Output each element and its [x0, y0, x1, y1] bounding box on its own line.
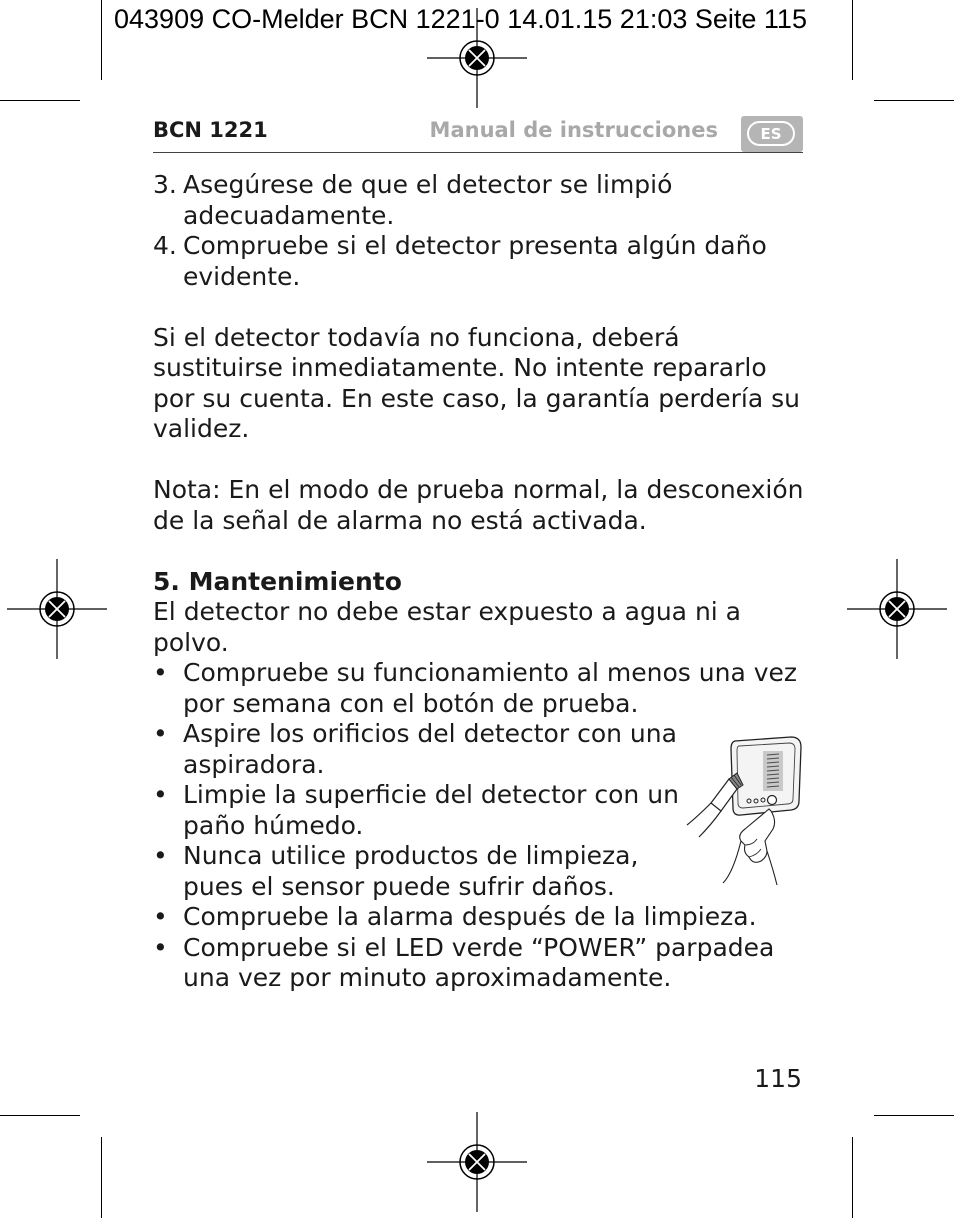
list-item-text: Compruebe su funcionamiento al menos una vez por semana con el botón de prueba.: [183, 658, 798, 718]
print-slug: 043909 CO-Melder BCN 1221-0 14.01.15 21:03 Seite 115: [114, 4, 807, 34]
step-number: 4.: [153, 231, 177, 260]
list-item: [153, 780, 683, 841]
language-badge-label: ES: [747, 121, 795, 146]
language-badge: [741, 116, 803, 152]
page-number: 115: [754, 1064, 802, 1093]
list-item: [153, 658, 813, 719]
crop-mark: [101, 1137, 102, 1218]
list-item-text: Aspire los orificios del detector con una aspiradora.: [183, 719, 677, 779]
crop-mark: [101, 0, 102, 80]
registration-mark-bottom: [427, 1112, 527, 1212]
note-paragraph: Nota: En el modo de prueba normal, la desconexión de la señal de alarma no está activada.: [153, 475, 804, 535]
step-text: Asegúrese de que el detector se limpió adecuadamente.: [183, 170, 673, 230]
bullet-symbol: •: [153, 719, 168, 748]
section-heading: 5. Mantenimiento: [153, 566, 402, 596]
step-item: [153, 170, 813, 231]
step-number: 3.: [153, 170, 177, 199]
crop-mark: [0, 100, 80, 101]
replacement-paragraph: Si el detector todavía no funciona, deberá sustituirse inmediatamente. No intente repararlo por su cuenta. En este caso, la garantía perdería su validez.: [153, 322, 800, 443]
crop-mark: [852, 0, 853, 80]
list-item: [153, 933, 813, 994]
list-item-text: Limpie la superficie del detector con un paño húmedo.: [183, 780, 679, 840]
section-intro: El detector no debe estar expuesto a agua ni a polvo.: [153, 597, 742, 657]
list-item-text: Nunca utilice productos de limpieza, pues el sensor puede sufrir daños.: [183, 841, 639, 901]
step-item: [153, 231, 813, 292]
bullet-symbol: •: [153, 658, 168, 687]
header-model: BCN 1221: [153, 118, 268, 142]
header-divider: [153, 152, 803, 153]
bullet-symbol: •: [153, 841, 168, 870]
crop-mark: [0, 1115, 80, 1116]
crop-mark: [874, 100, 954, 101]
bullet-symbol: •: [153, 902, 168, 931]
list-item: [153, 719, 683, 780]
registration-mark-right: [847, 559, 947, 659]
registration-mark-left: [7, 559, 107, 659]
bullet-symbol: •: [153, 932, 168, 962]
list-item: [153, 841, 683, 902]
crop-mark: [874, 1115, 954, 1116]
list-item-text: Compruebe si el LED verde “POWER” parpadea una vez por minuto aproximadamente.: [183, 932, 775, 992]
bullet-symbol: •: [153, 780, 168, 809]
crop-mark: [852, 1137, 853, 1218]
header-manual-title: Manual de instrucciones: [429, 118, 718, 142]
detector-cleaning-illustration: [683, 733, 803, 893]
list-item-text: Compruebe la alarma después de la limpieza.: [183, 902, 757, 931]
step-text: Compruebe si el detector presenta algún daño evidente.: [183, 231, 767, 291]
list-item: [153, 902, 813, 933]
registration-mark-top: [427, 8, 527, 108]
